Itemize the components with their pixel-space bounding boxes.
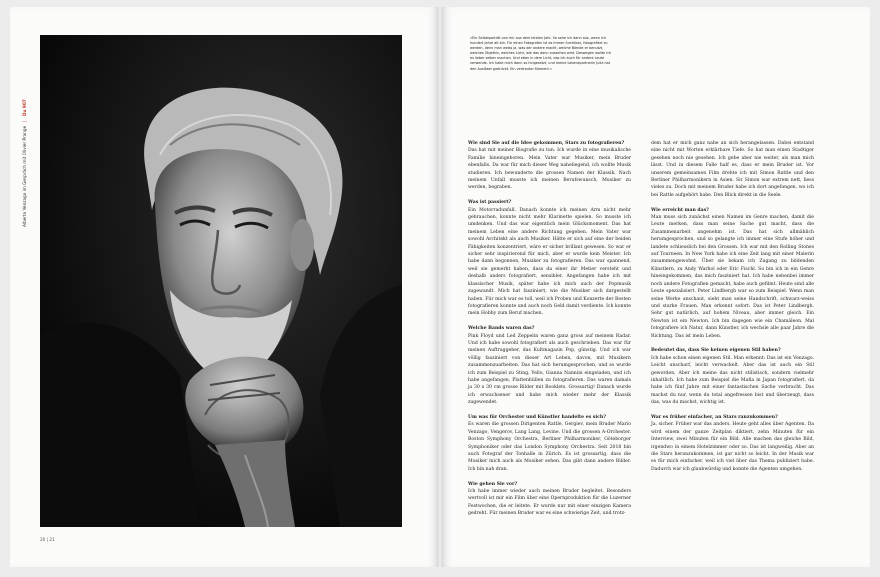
interview-column-2 [651, 140, 814, 481]
running-head-title: Alberto Venzago im Gespräch mit Olivier Prange [22, 125, 27, 227]
question-7: Bedeutet das, dass Sie keinen eigenen Stil haben? [651, 348, 781, 354]
page-folio: 20 | 21 [40, 537, 55, 542]
answer-4: Es waren die grossen Dirigenten Rattle, Gergiev, mein Bruder Mario Venzago, Vengerov, Lang Lang, Levine. Und die grossen A-Orchester. Boston Symphony Orchestra, Berliner Philharmoniker, Göteborger Symphoniker oder das London Symphony Orchestra. Seit 2018 bin auch Fotograf der Tonhalle in Zürich. Es ist grossartig, dass die Musiker mich auch als Musiker sehen. Das gibt dann andere Bilder. Ich bin nah dran. [468, 422, 631, 472]
pull-quote: «Ein Selbstporträt von mir aus dem letzten Jahr. So sehe ich dann aus, wenn ich hundert Jahre alt bin. Für einen Fotografen ist es immer furchtbar, fotografiert zu werden, denn man weiss ja, was der andere macht, welche Blende er benutzt, welches Objektiv, welches Licht, wie das dann aussehen wird. Deswegen wollte ich es lieber selber machen. Und eben in dem Licht, das ich auch für andere Leute verwende. Ich habe mich dann so hingesetzt, und meine Lebenspartnerin Julia hat den Auslöser gedrückt. Ein vertrauter Moment.» [470, 36, 612, 71]
running-head [22, 37, 27, 227]
answer-2: Ein Motorradunfall. Danach konnte ich meinen Arm nicht mehr gebrauchen, konnte nicht mehr Klarinette spielen. So musste ich umdenken. Und das war eigentlich mein Glücksmoment. Das hat meinem Leben eine andere Richtung gegeben. Mein Vater war sowohl Architekt als auch Musiker. Hätte er sich auf eine der beiden Fähigkeiten konzentriert, wäre er sicher brillant gewesen. So war er sicher sehr inspirierend für mich, aber er wurde kein Meister. Ich habe dann begonnen, Musiker zu fotografieren. Das war spannend, weil sie gemerkt haben, dass da einer ihr Metier versteht und deshalb anders fotografiert, sensibler. Angefangen habe ich mit klassischer Musik, später habe ich mich auch der Popmusik zugewandt. Mich hat fasziniert, wie die Musiker sich dargestellt haben. Für mich war es toll, weil ich Proben und Konzerte der Besten fotografieren konnte und auch noch Geld damit verdiente. Ich konnte mein Hobby zum Beruf machen. [468, 207, 631, 317]
answer-5-continued: dem hat er mich ganz nahe an sich herangelassen. Dabei entstand eine nicht mit Worten erklärbare Tiefe. So hat man einen Stadtiger gesehen noch nie gesehen. Ich gebe aber nie weiter, als man mich lässt. Und in diesem Falle half es, dass er mein Bruder ist. Vor unserem gemeinsamen Film drehte ich mit Simon Rattle und den Berliner Philharmonikern in Asien. Sir Simon war extrem nett, liess vieles zu. Doch mit meinem Bruder habe ich dort angefangen, wo ich bei Rattle aufgehört habe. Den Blick direkt in die Seele. [651, 141, 814, 198]
portrait-illustration [40, 35, 402, 527]
page-gutter [438, 7, 442, 567]
question-4: Um was für Orchester und Künstler handelte es sich? [468, 414, 606, 420]
question-8: War es früher einfacher, an Stars ranzukommen? [651, 414, 778, 420]
answer-5: Ich habe immer wieder auch meinen Bruder begleitet. Besonders wertvoll ist mir ein Film über eine Opernproduktion für die Luzerner Festwochen, die er leitete. Er wurde nur mit einer einzigen Kamera gedreht. Für meinen Bruder war es eine schwierige Zeit, und trotz- [468, 489, 631, 517]
question-3: Welche Bands waren das? [468, 326, 535, 332]
interview-column-1 [468, 140, 631, 525]
question-6: Wie erreicht man das? [651, 207, 709, 213]
answer-7: Ich habe schon einen eigenen Stil. Man erkennt: Das ist ein Venzago. Leicht unscharf, leicht verwackelt. Aber das ist auch ein Stil geworden. Aber ich meine das nicht stilistisch, sondern vielmehr inhaltlich. Ich habe zum Beispiel die Mafia in Japan fotografiert, da habe ich fünf Jahre mit einer fantastischen Sache verbracht. Das machst du nur, wenn du total angefressen bist und überzeugt, dass das, was du machst, wichtig ist. [651, 355, 814, 406]
answer-8: Ja, sicher. Früher war das anders. Heute geht alles über Agenten. Da wird einem der ganze Zeitplan diktiert, zehn Minuten für ein Interview, zwei Minuten für ein Bild. Alle machen das gleiche Bild, irgendwo in einem Hotelzimmer oder so. Das ist langweilig. Aber an die Stars heranzukommen, ist gar nicht so leicht. In der Musik war es für mich einfacher, weil ich viel über das Thema publiziert habe. Dadurch war ich glaubwürdig und konnte die Agenten umgehen. [651, 422, 814, 472]
left-page [10, 7, 440, 567]
portrait-photo [40, 35, 402, 527]
question-2: Was ist passiert? [468, 200, 512, 206]
question-5: Wie gehen Sie vor? [468, 481, 518, 487]
question-1: Wie sind Sie auf die Idee gekommen, Stars zu fotografieren? [468, 141, 625, 146]
running-head-section: Du 907 [22, 99, 27, 117]
running-head-separator: | [22, 120, 27, 122]
answer-1: Das hat mit meiner Biografie zu tun. Ich wurde in eine musikalische Familie hineingeboren. Mein Vater war Musiker, mein Bruder ebenfalls. Da war für mich dieser Weg naheliegend, ich wollte Musik studieren. Ich bewunderte die grossen Namen der Klassik. Nach meinem Unfall musste ich meinen Berufswunsch, Musiker zu werden, begraben. [468, 148, 631, 191]
answer-6: Man muss sich zunächst einen Namen im Genre machen, damit die Leute merken, dass man seine Sache gut macht, dass die Zusammenarbeit angenehm ist. Das hat sich allmählich herumgesprochen, und so gelangte ich immer eine Stufe höher und landete schliesslich bei den Grossen. Ich war mit den Rolling Stones auf Tourneen. In New York habe ich eine Zeit lang mit einer Malerin zusammengewohnt. Über sie bekam ich Zugang zu bildenden Künstlern, zu Andy Warhol oder Eric Fischl. So bin ich in ein Genre hineingekommen, das mich fasziniert hat. Ich habe nebenbei immer noch andere Fotografien gemacht, habe auch gefilmt. Heute sind alle Leute spezialisiert. Peter Lindbergh war so zum Beispiel. Wenn man seine Werke anschaut, sieht man seine Handschrift, schwarz-weiss und starke Frauen. Man erkennt sofort: Das ist Peter Lindbergh. Sehr gut natürlich, auf hohem Niveau, aber immer gleich. Ein Newton ist ein Newton. Ich bin dagegen wie ein Chamäleon. Mal fotografiere ich Natur, dann Künstler, ich wechsle alle paar Jahre die Richtung. Das ist mein Leben. [651, 215, 814, 339]
answer-3: Pink Floyd und Led Zeppelin waren ganz gross auf meinem Radar. Und ich habe sowohl fotografiert als auch geschrieben. Das war für meinen Auftraggeber, das Kultmagazin Pop, günstig. Und ich war völlig fasziniert von dieser Art Leben, davon, mit Musikern zusammenzuarbeiten. Das hat sich herumgesprochen, und so wurde ich zum Beispiel zu Sting, Yello, Gianna Nannini eingeladen, und ich habe angefangen, Plattenhüllen zu fotografieren. Das waren damals ja 30 x 30 cm grosse Bilder mit Booklets. Grossartig! Danach wurde ich erwachsener und habe mich wieder mehr der Klassik zugewendet. [468, 333, 631, 406]
